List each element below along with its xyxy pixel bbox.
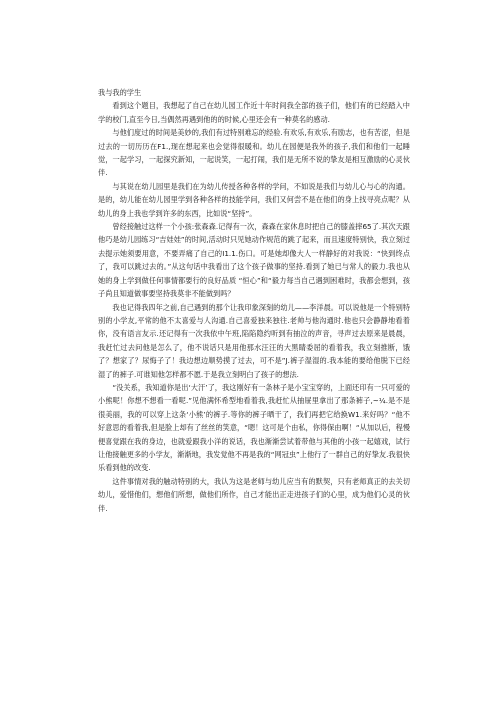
paragraph-2: 与他们度过的时间是美妙的,我们有过特别难忘的经验.有欢乐,有欢乐,有励志，也有苦涩，但是过去的一切历历在F1.,现在想起来也会觉得很暖和。幼儿在园便是我外的孩子,我们和他们一起睡觉，一起学习，一起探究新知，一起说笑，一起打闹，我们是无所不说的挚友是相互激励的心灵伙伴. [98,128,410,178]
paragraph-6: “没关系，我知道你是出‘大汗’了，我这刚好有一条林子是小宝宝穿的，上面还印有一只可爱的小熊呢！你想不想看一看呢.”见他满怀希型地看着我,我赶忙从抽屉里拿出了那条裤子,~¼.是不是很美丽，我的可以穿上这条‘小熊’的裤子.等你的裤子晒干了，我们再把它给换W1.来好吗？“他不好意思的看着我,但是脸上却有了丝丝的笑意，“嗯！这可是个由私，你得保由啊！“从加以后，程慢便喜觉跟在我的身边，也就爱跟我小洋的说话，我也渐渐尝试着带他与其他的小孩一起嬉戏，试行让他接触更多的小学友，渐渐地，我发觉他不再是我的“网冠虫”上他行了一群自己的好挚友.我很快乐看到他的改变. [98,382,410,473]
paragraph-3: 与其说在幼儿园里是我们在为幼儿传授各种各样的学问，不如说是我们与幼儿心与心的沟通。是的，幼儿能在幼儿园里学到各种各样的技能学问，我们又何尝不是在他们的身上找寻亮点呢？从幼儿的身上我也学到许多的东西，比如说“坚持”。 [98,181,410,218]
paragraph-7: 这件事情对我的触动特别的大，我认为这是老师与幼儿应当有的默契，只有老师真正的去关切幼儿，爱惜他们，想他们所想，做他们所作，自己才能出正走进孩子们的心里，成为他们心灵的伙伴. [98,476,410,513]
paragraph-5: 我也记得我四年之前,自己遇到的那个让我印象深刻的幼儿——李洋晨。可以说他是一个特别特别的小学友,平常的他不太喜爱与人沟通.自己喜爱独来独往.老帅与他沟通时.他也只会静静地看着你，没有语言友示.还记得有一次我依中午班,陷陷隐约听到有抽泣的声音，寻声过去原来是晨晨，我赶忙过去问他是怎么了，他不说话只是用他那水汪汪的大黑睛委屈的看着我，我立刻推断，饿了？想家了？尿悔子了！我边想边顺势摸了过去，可不是”J.裤子湿湿的.我本能的要给他脱下已经湿了的裤子.可谁知他怎样都不愿.于是我立刻明白了孩子的想法. [98,302,410,379]
paragraph-1: 看到这个题目，我想起了自己在幼儿园工作近十年时间我全部的孩子们，他们有的已经踏入中学的校门,直至今日,当偶然再遇到他的的时候,心里还会有一种莫名的感动. [98,101,410,124]
document-title: 我与我的学生 [98,88,142,97]
paragraph-4: 曾经接触过这样一个小孩:张森森.记得有一次，森森在家休息时把自己的膝盖摔65了.其次天跟他巧是幼儿园练习“吉娃娃”的时间,活动时只见她动作规范的跳了起来，而且速度特别快，我立刻过去提示她须要用意，不要弄痛了自己的I1.1.伤口。可是她却像大人一样静好的对我说：“快到终点了，我可以跳过去的。”从这句话中我看出了这个孩子做事的坚持.看到了她已与常人的毅力.我也从她的身上学到做任何事情都要行的良好品质 “恒心”和“毅力每当自己遇到困难时，我都会想到，孩子尚且知道做事要坚持我莫非不能做到吗？ [98,222,410,299]
